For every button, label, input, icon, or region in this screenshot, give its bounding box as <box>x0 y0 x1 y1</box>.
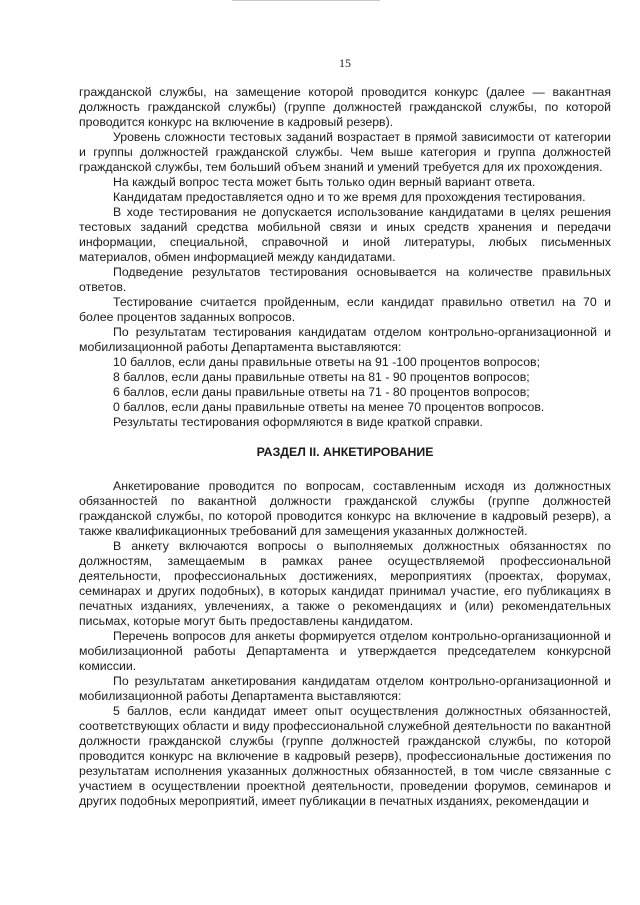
paragraph: 5 баллов, если кандидат имеет опыт осуществления должностных обязанностей, соответствующих области и виду профессиональной служебной деятельности по вакантной должности гражданской службы (группе должностей гражданской службы, по которой проводится конкурс на включение в кадровый резерв), профессиональные достижения по результатам исполнения указанных должностных обязанностей, в том числе связанные с участием в осуществлении проектной деятельности, проведении форумов, семинаров и других подобных мероприятий, имеет публикации в печатных изданиях, рекомендации и <box>79 704 611 808</box>
paragraph: По результатам анкетирования кандидатам отделом контрольно-организационной и мобилизационной работы Департамента выставляются: <box>79 674 611 703</box>
document-body <box>79 85 611 809</box>
top-edge-rule <box>232 0 380 1</box>
paragraph: Тестирование считается пройденным, если кандидат правильно ответил на 70 и более процентов заданных вопросов. <box>79 295 611 324</box>
score-item: 0 баллов, если даны правильные ответы на менее 70 процентов вопросов. <box>113 400 545 414</box>
score-item: 8 баллов, если даны правильные ответы на 81 - 90 процентов вопросов; <box>113 370 530 384</box>
paragraph: гражданской службы, на замещение которой проводится конкурс (далее — вакантная должность гражданской службы) (группе должностей гражданской службы, по которой проводится конкурс на включение в кадровый резерв). <box>79 85 611 129</box>
questionnaire-section <box>79 479 611 809</box>
testing-section <box>79 85 611 430</box>
page-number: 15 <box>339 56 351 70</box>
score-item: 6 баллов, если даны правильные ответы на 71 - 80 процентов вопросов; <box>113 385 530 399</box>
score-item: 10 баллов, если даны правильные ответы на 91 -100 процентов вопросов; <box>113 355 540 369</box>
paragraph: Результаты тестирования оформляются в виде краткой справки. <box>113 415 483 429</box>
document-page <box>79 56 611 809</box>
paragraph: В анкету включаются вопросы о выполняемых должностных обязанностях по должностям, замещаемым в рамках ранее осуществляемой профессиональной деятельности, профессиональных достижениях, мероприятиях (проектах, форумах, семинарах и других подобных), в которых кандидат принимал участие, его публикациях в печатных изданиях, увлечениях, а также о рекомендациях и (или) рекомендательных письмах, которые могут быть предоставлены кандидатом. <box>79 539 611 628</box>
paragraph: Анкетирование проводится по вопросам, составленным исходя из должностных обязанностей по вакантной должности гражданской службы (группе должностей гражданской службы, по которой проводится конкурс на включение в кадровый резерв), а также квалификационных требований для замещения указанных должностей. <box>79 479 611 538</box>
section-heading: РАЗДЕЛ II. АНКЕТИРОВАНИЕ <box>256 445 434 459</box>
paragraph: Уровень сложности тестовых заданий возрастает в прямой зависимости от категории и группы должностей гражданской службы. Чем выше категория и группа должностей гражданской службы, тем больший объем знаний и умений требуется для их прохождения. <box>79 130 611 174</box>
paragraph: Перечень вопросов для анкеты формируется отделом контрольно-организационной и мобилизационной работы Департамента и утверждается председателем конкурсной комиссии. <box>79 629 611 673</box>
paragraph: Кандидатам предоставляется одно и то же время для прохождения тестирования. <box>113 190 586 204</box>
paragraph: По результатам тестирования кандидатам отделом контрольно-организационной и мобилизационной работы Департамента выставляются: <box>79 325 611 354</box>
paragraph: Подведение результатов тестирования основывается на количестве правильных ответов. <box>79 265 611 294</box>
paragraph: В ходе тестирования не допускается использование кандидатами в целях решения тестовых заданий средства мобильной связи и иных средств хранения и передачи информации, специальной, справочной и иной литературы, любых письменных материалов, обмен информацией между кандидатами. <box>79 205 611 264</box>
paragraph: На каждый вопрос теста может быть только один верный вариант ответа. <box>113 175 536 189</box>
